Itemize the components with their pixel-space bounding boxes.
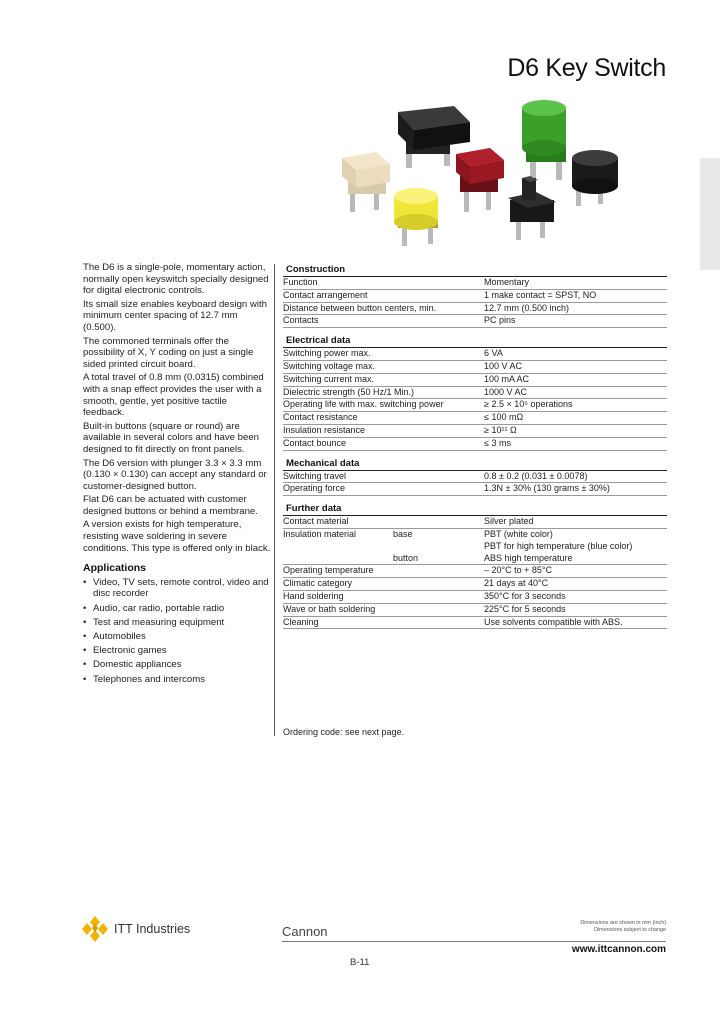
table-row (283, 528, 667, 541)
spec-sublabel (393, 361, 482, 373)
table-row (283, 577, 667, 590)
bullet-icon: • (83, 659, 87, 671)
black-plunger-key (508, 176, 556, 240)
bullet-icon: • (83, 602, 87, 614)
spec-value: 350°C for 3 seconds (484, 590, 566, 601)
spec-sublabel (393, 303, 482, 315)
table-row (283, 515, 667, 528)
table-row (283, 386, 667, 399)
table-row (283, 276, 667, 289)
spec-label: Operating temperature (283, 565, 374, 576)
intro-paragraph: A total travel of 0.8 mm (0.0315) combined with a snap effect provides the user with a smooth, gentle, yet positive tactile feedback. (83, 372, 264, 419)
website-link[interactable]: www.ittcannon.com (571, 944, 666, 955)
section-gap (283, 328, 667, 335)
section-title: Construction (286, 264, 346, 275)
spec-label (283, 541, 393, 553)
brand-logo (82, 914, 190, 944)
intro-paragraph: A version exists for high temperature, resisting wave soldering in severe conditions. This type is offered only in black. (83, 519, 271, 554)
spec-value: 100 V AC (484, 360, 523, 371)
intro-paragraph: The commoned terminals offer the possibility of X, Y coding on just a single sided printed circuit board. (83, 335, 254, 370)
intro-paragraph: The D6 version with plunger 3.3 × 3.3 mm (0.130 × 0.130) can accept any standard or customer-designed button. (83, 457, 267, 492)
spec-value: Use solvents compatible with ABS. (484, 616, 623, 627)
applications-heading: Applications (83, 562, 147, 575)
spec-value: ≥ 10¹¹ Ω (484, 424, 517, 435)
spec-sublabel (393, 412, 482, 424)
sub-brand: Cannon (282, 924, 328, 939)
bullet-icon: • (83, 645, 87, 657)
table-row (283, 603, 667, 616)
spec-label: Insulation material (283, 528, 357, 539)
spec-label: Contact arrangement (283, 289, 368, 300)
intro-paragraph: Flat D6 can be actuated with customer designed buttons or behind a membrane. (83, 494, 258, 517)
spec-value: Silver plated (484, 516, 534, 527)
spec-label: Contacts (283, 315, 319, 326)
spec-value: ≤ 3 ms (484, 437, 511, 448)
spec-label: Insulation resistance (283, 424, 366, 435)
list-item: • Electronic games (83, 645, 167, 657)
table-row (283, 482, 667, 496)
list-item: • Domestic appliances (83, 659, 182, 671)
section-tab (700, 158, 720, 270)
spec-label (283, 553, 393, 565)
table-row (283, 564, 667, 577)
spec-label: Contact material (283, 516, 349, 527)
spec-label: Climatic category (283, 578, 353, 589)
spec-label: Switching current max. (283, 373, 375, 384)
spec-sublabel (393, 471, 482, 483)
list-item: • Automobiles (83, 631, 146, 642)
section-title: Mechanical data (286, 457, 360, 469)
spec-table (283, 264, 667, 629)
spec-value: 1000 V AC (484, 386, 528, 397)
table-row (283, 347, 667, 360)
table-row (283, 411, 667, 424)
table-row (283, 398, 667, 411)
spec-label: Hand soldering (283, 590, 344, 601)
spec-value: 100 mA AC (484, 373, 530, 384)
column-divider (274, 264, 275, 736)
beige-square-key (342, 152, 390, 212)
spec-sublabel: base (393, 528, 413, 539)
spec-value: 225°C for 5 seconds (484, 603, 566, 614)
spec-sublabel (393, 565, 482, 577)
spec-value: ≤ 100 mΩ (484, 412, 524, 423)
table-row (283, 360, 667, 373)
page-number: B-11 (350, 957, 370, 968)
section-gap (283, 496, 667, 503)
list-item: • Telephones and intercoms (83, 673, 205, 685)
spec-label: Switching power max. (283, 348, 371, 359)
green-round-key (522, 100, 566, 182)
brand-name: ITT Industries (114, 922, 191, 936)
table-row (283, 424, 667, 437)
spec-label: Switching voltage max. (283, 360, 376, 371)
spec-label: Operating force (283, 483, 346, 494)
spec-sublabel (393, 425, 482, 437)
page-title: D6 Key Switch (507, 54, 666, 82)
table-row (283, 289, 667, 302)
intro-column (83, 262, 271, 688)
section-title: Further data (286, 503, 342, 515)
spec-sublabel (393, 438, 482, 450)
fine-print: Dimensions are shown in mm (inch) Dimensions subject to change (580, 920, 666, 933)
spec-value: Momentary (484, 277, 530, 287)
spec-value: ≥ 2.5 × 10⁵ operations (484, 399, 573, 410)
spec-value: ABS high temperature (484, 552, 573, 563)
red-square-key (456, 148, 504, 212)
spec-label: Contact bounce (283, 437, 347, 448)
yellow-round-key (394, 188, 438, 246)
intro-paragraph: Built-in buttons (square or round) are available in several colors and have been designed to fit directly on front panels. (83, 420, 259, 455)
spec-label: Function (283, 277, 318, 287)
list-item: • Video, TV sets, remote control, video and disc recorder (83, 576, 269, 600)
spec-label: Wave or bath soldering (283, 603, 376, 614)
section-gap (283, 451, 667, 458)
applications-list (83, 577, 271, 685)
spec-sublabel (393, 348, 482, 360)
table-row (283, 590, 667, 603)
spec-sublabel (393, 617, 482, 629)
spec-value: 6 VA (484, 348, 503, 359)
spec-label: Distance between button centers, min. (283, 302, 437, 313)
spec-sublabel (393, 399, 482, 411)
spec-sublabel (393, 541, 482, 553)
spec-sublabel (393, 387, 482, 399)
list-item: • Test and measuring equipment (83, 616, 225, 628)
spec-sublabel: button (393, 552, 419, 563)
product-photo (332, 92, 632, 252)
ordering-note: Ordering code: see next page. (283, 727, 405, 737)
table-row (283, 302, 667, 315)
section-title: Electrical data (286, 335, 351, 347)
bullet-icon: • (83, 576, 87, 588)
spec-label: Contact resistance (283, 412, 358, 423)
spec-sublabel (393, 374, 482, 386)
spec-label: Cleaning (283, 616, 319, 627)
spec-sublabel (393, 277, 482, 289)
spec-value: PBT (white color) (484, 528, 553, 539)
spec-value: 1.3N ± 30% (130 grams ± 30%) (484, 483, 610, 494)
spec-sublabel (393, 591, 482, 603)
spec-sublabel (393, 315, 482, 327)
table-row (283, 373, 667, 386)
table-row (283, 553, 667, 565)
spec-sublabel (393, 604, 482, 616)
spec-value: 21 days at 40°C (484, 578, 549, 589)
spec-value: PBT for high temperature (blue color) (484, 540, 633, 551)
bullet-icon: • (83, 673, 87, 685)
spec-sublabel (393, 290, 482, 302)
spec-sublabel (393, 483, 482, 495)
spec-value: PC pins (484, 315, 516, 326)
bullet-icon: • (83, 616, 87, 628)
black-round-key (572, 150, 618, 206)
spec-label: Switching travel (283, 470, 347, 481)
intro-paragraph: The D6 is a single-pole, momentary action, normally open keyswitch specially designed for digital electronic controls. (83, 262, 269, 297)
spec-value: 12.7 mm (0.500 inch) (484, 302, 570, 313)
list-item: • Audio, car radio, portable radio (83, 602, 225, 614)
table-row (283, 314, 667, 328)
spec-value: – 20°C to + 85°C (484, 565, 552, 576)
spec-label: Operating life with max. switching power (283, 399, 444, 410)
table-row (283, 541, 667, 553)
spec-sublabel (393, 578, 482, 590)
spec-value: 0.8 ± 0.2 (0.031 ± 0.0078) (484, 470, 588, 481)
itt-logo-icon (82, 914, 108, 944)
footer-rule (282, 941, 666, 942)
table-row (283, 437, 667, 451)
table-row (283, 616, 667, 630)
spec-value: 1 make contact = SPST, NO (484, 289, 597, 300)
spec-sublabel (393, 516, 482, 528)
table-row (283, 470, 667, 483)
bullet-icon: • (83, 631, 87, 642)
intro-paragraph: Its small size enables keyboard design with minimum center spacing of 12.7 mm (0.500). (83, 298, 267, 333)
spec-label: Dielectric strength (50 Hz/1 Min.) (283, 386, 415, 397)
